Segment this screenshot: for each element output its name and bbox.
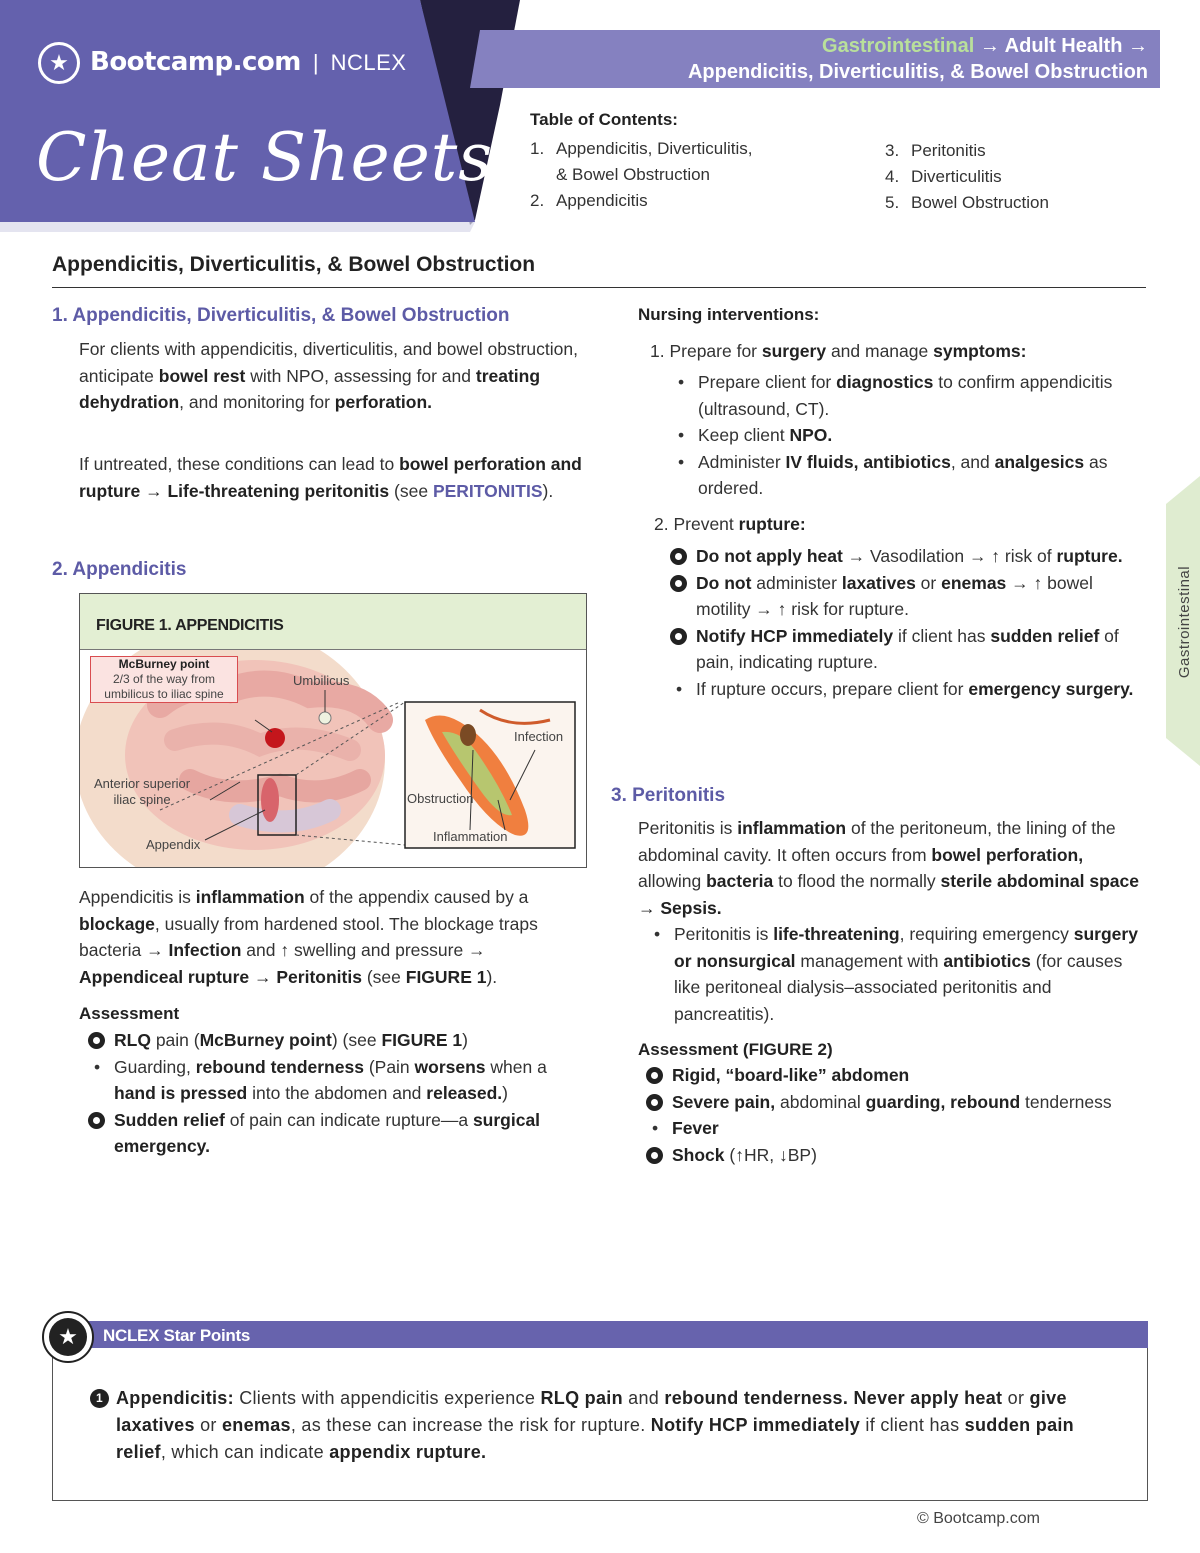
text: Clients with appendicitis experience <box>233 1388 541 1408</box>
text-bold: Appendicitis: <box>116 1388 234 1408</box>
figure-appendicitis <box>79 593 587 868</box>
section2-paragraph <box>79 884 589 990</box>
list-item <box>672 449 1152 502</box>
text-bold: Shock <box>672 1144 725 1165</box>
text-bold: bowel perforation and rupture → Life-threatening peritonitis <box>79 454 582 501</box>
text: if client has <box>893 625 991 646</box>
text-bold: sudden pain relief <box>116 1415 1074 1462</box>
text: administer <box>751 572 842 593</box>
text: → Vasodilation → ↑ risk of <box>842 546 1057 566</box>
priority-icon <box>646 1067 663 1084</box>
text: If untreated, these conditions can lead to <box>79 454 400 474</box>
text-bold: bowel rest <box>158 365 246 386</box>
figure-title: FIGURE 1. APPENDICITIS <box>80 594 586 650</box>
toc-title: Table of Contents: <box>530 110 678 129</box>
text: Appendicitis is <box>79 887 196 907</box>
text-bold: IV fluids, antibiotics <box>785 451 951 472</box>
text-bold: bowel perforation, <box>931 844 1084 865</box>
text: allowing <box>638 871 707 891</box>
text: Peritonitis is <box>674 924 774 944</box>
intervention-step-1-list <box>672 369 1152 502</box>
label-obstruction: Obstruction <box>407 791 474 806</box>
section-heading-2[interactable]: 2. Appendicitis <box>52 559 187 580</box>
star-icon: ★ <box>49 1318 87 1356</box>
text: and ↑ swelling and pressure → <box>241 940 486 960</box>
text-bold: symptoms: <box>933 341 1027 361</box>
text-bold: inflammation <box>195 887 305 907</box>
priority-icon <box>670 628 687 645</box>
text: Administer <box>698 451 786 472</box>
toc-label: Diverticulitis <box>911 167 1002 186</box>
label-umbilicus: Umbilicus <box>293 673 350 688</box>
text: (↑HR, ↓BP) <box>724 1144 817 1165</box>
toc-num: 5. <box>885 193 900 212</box>
text-bold: rebound tenderness <box>195 1056 364 1077</box>
brand-name: Bootcamp.com <box>90 47 301 78</box>
text-bold: sudden relief <box>990 625 1100 646</box>
list-item <box>88 1027 558 1054</box>
toc-item[interactable] <box>530 188 810 214</box>
text: ). <box>542 480 554 501</box>
text-bold: surgery or nonsurgical <box>674 924 1138 971</box>
toc-label: & Bowel Obstruction <box>556 165 711 184</box>
text: Keep client <box>698 425 790 445</box>
list-item <box>672 369 1152 422</box>
list-item <box>670 543 1152 570</box>
toc-num: 1. <box>530 139 545 158</box>
text: and manage <box>826 341 934 361</box>
text: (for causes like peritoneal dialysis–associated peritonitis and pancreatitis). <box>674 950 1123 1024</box>
text: , requiring emergency <box>899 924 1074 944</box>
text: when a <box>485 1056 547 1077</box>
list-item <box>646 1142 1116 1169</box>
text: ) <box>462 1030 468 1050</box>
star-logo-icon: ★ <box>38 42 80 84</box>
text-bold: RLQ pain <box>540 1388 623 1408</box>
text-bold: sterile abdominal space → Sepsis. <box>638 871 1139 918</box>
toc-item[interactable] <box>885 138 1145 164</box>
text: of pain can indicate rupture—a <box>224 1109 473 1130</box>
text: or <box>1002 1388 1030 1408</box>
toc-item[interactable] <box>885 164 1145 190</box>
toc-item-continued[interactable] <box>530 162 810 188</box>
appendicitis-assessment-label: Assessment <box>79 1004 180 1023</box>
text-bold: perforation. <box>334 392 433 412</box>
label-infection: Infection <box>514 729 564 744</box>
text-bold: appendix rupture. <box>329 1442 487 1462</box>
figure-reference[interactable]: FIGURE 1 <box>381 1030 463 1050</box>
text: if client has <box>860 1415 965 1435</box>
text: to confirm appendicitis (ultrasound, CT). <box>698 372 1113 419</box>
star-badge-icon <box>42 1311 94 1363</box>
figure-reference[interactable]: FIGURE 1 <box>405 966 487 987</box>
list-item <box>670 623 1152 676</box>
text-bold: give laxatives <box>116 1388 1067 1435</box>
section3-paragraph <box>638 815 1143 921</box>
text: For clients with appendicitis, diverticulitis, and bowel obstruction, anticipate <box>79 339 578 386</box>
footer-copyright: © Bootcamp.com <box>917 1510 1040 1527</box>
text-bold: enemas <box>221 1415 291 1435</box>
brand-product: NCLEX <box>330 50 407 76</box>
toc-num: 4. <box>885 167 900 186</box>
figure-reference[interactable]: FIGURE 2 <box>748 1040 827 1059</box>
text: with NPO, assessing for and <box>245 365 476 386</box>
intervention-step-2 <box>654 511 806 538</box>
text: , and <box>950 451 995 472</box>
text: 1. Prepare for <box>650 341 762 361</box>
section3-bullet-list <box>648 921 1148 1027</box>
priority-icon <box>88 1032 105 1049</box>
list-item <box>670 676 1152 703</box>
text: , as these can increase the risk for rupture. <box>290 1415 651 1435</box>
callout-text: 2/3 of the way from <box>112 672 216 686</box>
text-bold: emergency surgery. <box>968 678 1134 699</box>
text: Guarding, <box>114 1056 196 1077</box>
text-bold: blockage <box>79 913 155 934</box>
section-heading-1[interactable]: 1. Appendicitis, Diverticulitis, & Bowel Obstruction <box>52 305 510 326</box>
page-title: Appendicitis, Diverticulitis, & Bowel Obstruction <box>52 253 536 276</box>
list-item <box>648 921 1148 1027</box>
label-anterior-superior-iliac-spine <box>94 776 190 808</box>
toc-list-left <box>530 136 810 214</box>
text: pain ( <box>150 1030 200 1050</box>
nursing-interventions-label: Nursing interventions: <box>638 305 820 324</box>
text-bold: guarding, rebound <box>865 1091 1021 1112</box>
list-item <box>88 1054 558 1107</box>
text-bold: rupture: <box>738 514 806 534</box>
appendicitis-assessment-list <box>88 1027 558 1160</box>
callout-title: McBurney point <box>118 657 210 671</box>
callout-text: umbilicus to iliac spine <box>104 687 224 701</box>
text: (see <box>389 480 433 501</box>
text-bold: Infection <box>168 940 242 960</box>
toc-item[interactable] <box>885 190 1145 216</box>
text: ) <box>502 1083 508 1103</box>
text: ). <box>486 966 498 987</box>
list-item <box>672 422 1152 449</box>
label-appendix: Appendix <box>146 837 201 852</box>
text-bold: Severe pain, <box>672 1091 776 1112</box>
breadcrumb-arrow: → <box>974 35 1005 57</box>
text-bold: released. <box>426 1083 503 1103</box>
breadcrumb-arrow: → <box>1122 35 1148 57</box>
label-inflammation: Inflammation <box>433 829 508 844</box>
section-heading-3[interactable]: 3. Peritonitis <box>611 785 726 806</box>
list-item <box>646 1089 1116 1116</box>
text: or <box>915 572 942 593</box>
toc-item[interactable] <box>530 136 810 162</box>
text-bold: enemas <box>941 572 1007 593</box>
text: ) (see <box>331 1030 382 1050</box>
breadcrumb-topic: Appendicitis, Diverticulitis, & Bowel Obstruction <box>687 61 1148 83</box>
text: Peritonitis is <box>638 818 738 838</box>
text: of the peritoneum, the lining of the abdominal cavity. It often occurs from <box>638 818 1116 865</box>
list-item <box>646 1115 1116 1142</box>
text: 2. Prevent <box>654 514 739 534</box>
text: ) <box>826 1040 833 1059</box>
text-bold: surgical emergency. <box>114 1109 541 1156</box>
text-bold: hand is pressed <box>114 1083 248 1103</box>
text-bold: antibiotics <box>943 950 1031 971</box>
text-bold: life-threatening <box>773 924 900 944</box>
breadcrumb <box>688 33 1148 85</box>
toc-label: Appendicitis <box>556 191 648 210</box>
text: , and monitoring for <box>179 392 335 412</box>
section1-paragraph-2 <box>79 451 584 504</box>
text-bold: Appendiceal rupture → Peritonitis <box>79 966 362 987</box>
toc-list-right <box>885 138 1145 216</box>
peritonitis-assessment-label <box>638 1038 833 1063</box>
text: tenderness <box>1020 1091 1112 1112</box>
text-bold: “board-like” abdomen <box>725 1065 910 1085</box>
text-bold: NPO. <box>789 425 833 445</box>
text: Assessment ( <box>638 1040 749 1059</box>
text-bold: Notify HCP immediately <box>696 625 894 646</box>
text-bold: RLQ <box>114 1030 151 1050</box>
text-bold: Do not apply heat <box>696 546 843 566</box>
text-bold: Sudden relief <box>114 1109 225 1130</box>
list-item <box>88 1107 558 1160</box>
intervention-step-1 <box>650 338 1026 365</box>
text: If rupture occurs, prepare client for <box>696 678 969 699</box>
text: and <box>622 1388 665 1408</box>
text: (see <box>361 966 406 987</box>
figure-illustration <box>80 650 586 867</box>
list-item <box>646 1062 1116 1089</box>
toc-num: 3. <box>885 141 900 160</box>
text-bold: rupture. <box>1056 546 1123 566</box>
text: to flood the normally <box>773 871 941 891</box>
section1-paragraph-1 <box>79 336 584 416</box>
text-bold: inflammation <box>737 818 847 838</box>
priority-icon <box>646 1094 663 1111</box>
toc-num: 2. <box>530 191 545 210</box>
peritonitis-assessment-list <box>646 1062 1116 1168</box>
text: of pain, indicating rupture. <box>696 625 1119 672</box>
text-bold: Rigid, <box>672 1065 726 1085</box>
text: as ordered. <box>698 451 1108 498</box>
text: of the appendix caused by a <box>304 887 529 907</box>
priority-icon <box>670 548 687 565</box>
priority-icon <box>88 1112 105 1129</box>
text-bold: worsens <box>414 1056 486 1077</box>
text-bold: McBurney point <box>199 1030 332 1050</box>
banner-title: Cheat Sheets <box>36 119 494 196</box>
star-points-title: NCLEX Star Points <box>103 1326 250 1345</box>
label-text: iliac spine <box>113 792 171 807</box>
list-item <box>670 570 1152 623</box>
brand-separator: | <box>312 50 319 76</box>
breadcrumb-section[interactable]: Gastrointestinal <box>822 35 975 57</box>
priority-icon <box>646 1147 663 1164</box>
text: abdominal <box>775 1091 866 1112</box>
text: Prepare client for <box>698 372 837 392</box>
mcburney-point-callout <box>90 656 238 703</box>
label-text: Anterior superior <box>94 776 191 791</box>
text-bold: diagnostics <box>836 372 934 392</box>
text: management with <box>795 950 944 971</box>
text-bold: rebound tenderness. Never apply heat <box>664 1388 1003 1408</box>
text-bold: Do not <box>696 572 752 593</box>
toc-label: Bowel Obstruction <box>911 193 1049 212</box>
text-bold: analgesics <box>994 451 1085 472</box>
text-bold: laxatives <box>841 572 916 593</box>
toc-label: Peritonitis <box>911 141 986 160</box>
text: into the abdomen and <box>247 1083 427 1103</box>
text-bold: Notify HCP immediately <box>650 1415 861 1435</box>
text: or <box>194 1415 222 1435</box>
text-bold: Fever <box>672 1118 719 1138</box>
text: , usually from hardened stool. The blockage traps bacteria → <box>79 913 538 960</box>
text-bold: surgery <box>761 341 827 361</box>
priority-icon <box>670 575 687 592</box>
intervention-step-2-list <box>670 543 1152 702</box>
toc-label: Appendicitis, Diverticulitis, <box>556 139 753 158</box>
side-tab-label: Gastrointestinal <box>1176 565 1194 679</box>
breadcrumb-category[interactable]: Adult Health <box>1004 35 1123 57</box>
text: → ↑ bowel motility → ↑ risk for rupture. <box>696 572 1093 619</box>
brand-logo[interactable] <box>38 42 406 84</box>
text-bold: bacteria <box>706 871 774 891</box>
peritonitis-link[interactable]: PERITONITIS <box>432 480 543 501</box>
text-bold: treating dehydration <box>79 365 541 412</box>
text: , which can indicate <box>160 1442 330 1462</box>
number-badge-icon: 1 <box>90 1389 109 1408</box>
text: (Pain <box>363 1056 415 1077</box>
title-divider <box>52 287 1146 288</box>
star-point-1 <box>96 1385 1096 1466</box>
